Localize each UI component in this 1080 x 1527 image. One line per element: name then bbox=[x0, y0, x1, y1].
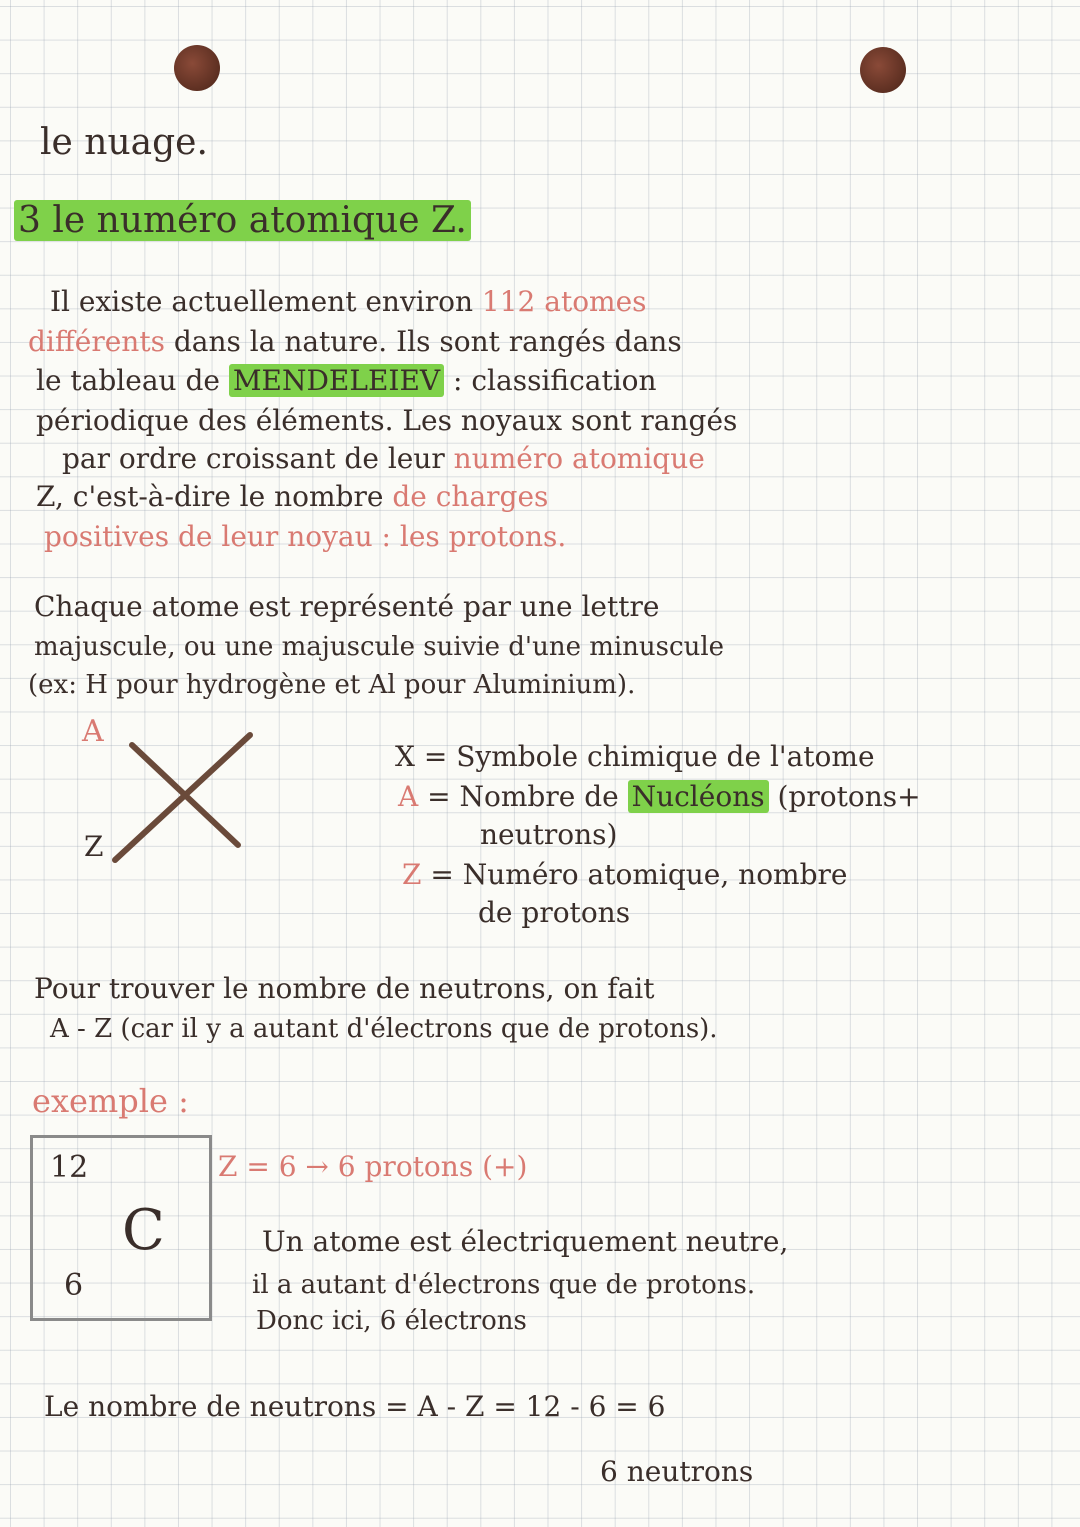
red-text: de charges bbox=[392, 480, 549, 513]
intro-line: le nuage. bbox=[40, 122, 208, 163]
example-line-4: Donc ici, 6 électrons bbox=[256, 1306, 527, 1336]
definition-A bbox=[398, 780, 921, 813]
red-text: numéro atomique bbox=[453, 442, 705, 475]
red-text: 112 atomes bbox=[481, 285, 647, 318]
paragraph-2-line-1: Chaque atome est représenté par une lettre bbox=[34, 590, 660, 623]
example-line-1: Z = 6 → 6 protons (+) bbox=[218, 1150, 528, 1183]
symbol-Z-label: Z bbox=[84, 830, 104, 863]
section-title bbox=[14, 200, 471, 241]
highlight-mendeleiev: MENDELEIEV bbox=[229, 364, 444, 397]
paragraph-3-line-1: Pour trouver le nombre de neutrons, on fait bbox=[34, 972, 655, 1005]
paragraph-1-line-2 bbox=[28, 325, 682, 358]
definition-Z bbox=[402, 858, 848, 891]
text: Il existe actuellement environ bbox=[50, 285, 473, 318]
result-neutrons: 6 neutrons bbox=[600, 1455, 754, 1488]
example-line-2: Un atome est électriquement neutre, bbox=[262, 1225, 789, 1258]
paragraph-1-line-4 bbox=[36, 404, 737, 437]
paragraph-1-line-6 bbox=[36, 480, 548, 513]
paragraph-3-line-2: A - Z (car il y a autant d'électrons que de protons). bbox=[50, 1014, 718, 1044]
red-text: différents bbox=[28, 325, 165, 358]
paragraph-1-line-5 bbox=[62, 442, 705, 475]
definition-X: X = Symbole chimique de l'atome bbox=[395, 740, 875, 773]
text: Z, c'est-à-dire le nombre bbox=[36, 480, 384, 513]
paragraph-2-line-3: (ex: H pour hydrogène et Al pour Aluminium). bbox=[28, 670, 636, 700]
paragraph-2-line-2: majuscule, ou une majuscule suivie d'une minuscule bbox=[34, 632, 725, 662]
text: par ordre croissant de leur bbox=[62, 442, 445, 475]
definition-A-cont: neutrons) bbox=[480, 818, 618, 851]
paragraph-1-line-3 bbox=[36, 364, 657, 397]
definition-Z-cont: de protons bbox=[478, 896, 631, 929]
letter-A: A bbox=[398, 780, 419, 813]
symbol-A-label: A bbox=[82, 714, 104, 749]
punch-hole-right bbox=[860, 47, 906, 93]
text: = Numéro atomique, nombre bbox=[430, 858, 848, 891]
result-line: Le nombre de neutrons = A - Z = 12 - 6 = 6 bbox=[44, 1390, 666, 1423]
atom-symbol-diagram bbox=[80, 715, 280, 875]
text: (protons+ bbox=[777, 780, 921, 813]
section-title-text: 3 le numéro atomique Z. bbox=[14, 200, 471, 241]
paragraph-1-line-7: positives de leur noyau : les protons. bbox=[44, 520, 567, 553]
text: périodique des éléments. Les noyaux sont rangés bbox=[36, 404, 738, 437]
element-mass-number: 12 bbox=[50, 1150, 89, 1185]
punch-hole-left bbox=[174, 45, 220, 91]
text: = Nombre de bbox=[427, 780, 619, 813]
element-atomic-number: 6 bbox=[64, 1268, 84, 1303]
letter-Z: Z bbox=[402, 858, 422, 891]
text: dans la nature. Ils sont rangés dans bbox=[173, 325, 682, 358]
example-label: exemple : bbox=[32, 1082, 189, 1120]
paragraph-1-line-1 bbox=[50, 285, 647, 318]
element-symbol: C bbox=[122, 1198, 165, 1263]
text: : classification bbox=[453, 364, 657, 397]
highlight-nucleons: Nucléons bbox=[628, 780, 769, 813]
example-line-3: il a autant d'électrons que de protons. bbox=[252, 1270, 756, 1300]
text: le tableau de bbox=[36, 364, 220, 397]
